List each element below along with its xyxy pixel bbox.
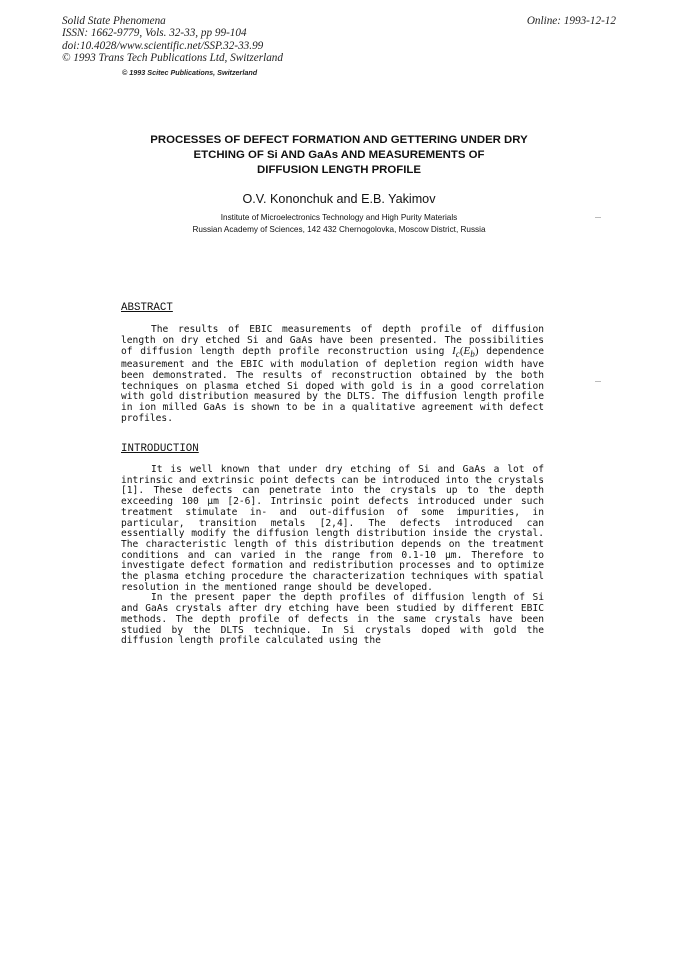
journal-doi[interactable]: doi:10.4028/www.scientific.net/SSP.32-33.99	[62, 39, 264, 52]
title-line-2: ETCHING OF Si AND GaAs AND MEASUREMENTS OF	[193, 149, 485, 161]
journal-issn: ISSN: 1662-9779, Vols. 32-33, pp 99-104	[62, 27, 247, 40]
online-date: Online: 1993-12-12	[526, 15, 616, 27]
journal-header	[62, 15, 283, 65]
math-ic-eb	[452, 345, 479, 360]
math-subscript-c: c	[455, 349, 460, 360]
abstract-paragraph	[121, 325, 544, 425]
affiliation	[110, 212, 568, 236]
introduction-body	[121, 465, 544, 647]
affiliation-line-2: Russian Academy of Sciences, 142 432 Chernogolovka, Moscow District, Russia	[192, 224, 486, 234]
math-close-paren: )	[474, 345, 479, 358]
math-e: E	[463, 345, 471, 358]
title-line-3: DIFFUSION LENGTH PROFILE	[257, 164, 421, 176]
abstract-text-part-1: The results of EBIC measurements of depth profile of diffusion length on dry etched Si and GaAs have been presented. The possibilities of diffusion length depth profile reconstruction using	[121, 324, 544, 358]
authors: O.V. Kononchuk and E.B. Yakimov	[242, 192, 436, 206]
publisher-copyright: © 1993 Scitec Publications, Switzerland	[122, 68, 258, 77]
introduction-paragraph-2: In the present paper the depth profiles of diffusion length of Si and GaAs crystals after dry etching have been studied by different EBIC methods. The depth profile of defects in the same crystals have been studied by the DLTS technique. In Si crystals doped with gold the diffusion length profile calculated using the	[121, 592, 544, 647]
margin-mark	[595, 381, 601, 382]
abstract-text-part-2: dependence measurement and the EBIC with modulation of depletion region width have been demonstrated. The results of reconstruction obtained by the both techniques on plasma etched Si doped with gold is in a good correlation with gold distribution measured by the DLTS. The diffusion length profile in ion milled GaAs is shown to be in a qualitative agreement with defect profiles.	[121, 346, 544, 424]
introduction-paragraph-1: It is well known that under dry etching of Si and GaAs a lot of intrinsic and extrinsic point defects can be introduced into the crystals [1]. These defects can penetrate into the crystals up to the depth exceeding 100 µm [2-6]. Intrinsic point defects introduced under such treatment stimulate in- and out-diffusion of some impurities, in particular, transition metals [2,4]. The defects introduced can essentially modify the diffusion length distribution inside the crystal. The characteristic length of this distribution depends on the treatment conditions and can varied in the range from 0.1-10 µm. Therefore to investigate defect formation and redistribution processes and to optimize the plasma etching procedure the characterization techniques with spatial resolution in the mentioned range should be developed.	[121, 464, 544, 593]
paper-title	[110, 133, 568, 178]
abstract-body	[121, 325, 544, 425]
title-line-1: PROCESSES OF DEFECT FORMATION AND GETTERING UNDER DRY	[150, 134, 528, 146]
math-open-paren: (	[459, 345, 464, 358]
math-i: I	[452, 345, 456, 358]
introduction-heading: INTRODUCTION	[121, 443, 199, 455]
margin-mark	[595, 217, 601, 218]
math-subscript-b: b	[470, 349, 475, 360]
journal-rights: © 1993 Trans Tech Publications Ltd, Switzerland	[62, 52, 283, 65]
journal-name: Solid State Phenomena	[62, 15, 166, 27]
affiliation-line-1: Institute of Microelectronics Technology and High Purity Materials	[220, 213, 458, 222]
abstract-heading: ABSTRACT	[121, 302, 173, 314]
